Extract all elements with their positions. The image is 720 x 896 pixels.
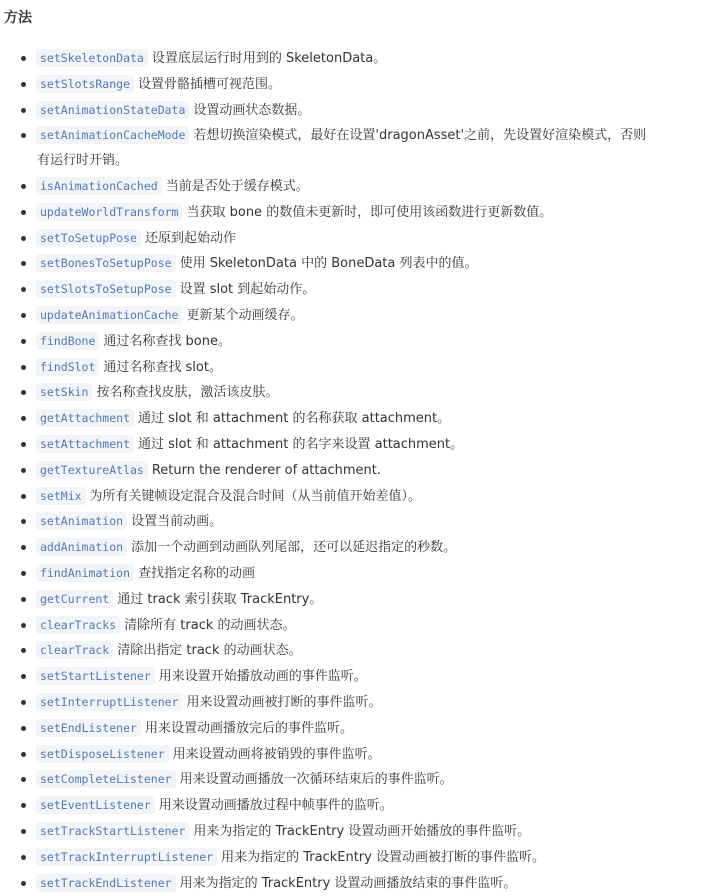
method-name: setStartListener [36,667,155,685]
method-description: 按名称查找皮肤，激活该皮肤。 [96,385,278,400]
method-item-get-current [36,587,714,613]
method-name: setSlotsToSetupPose [36,280,176,298]
method-item-clear-track [36,638,714,664]
method-item-set-skeleton-data [36,46,714,72]
method-description: 添加一个动画到动画队列尾部，还可以延迟指定的秒数。 [131,540,456,555]
method-description: 用来为指定的 TrackEntry 设置动画播放结束的事件监听。 [180,876,517,891]
method-description: 通过名称查找 slot。 [103,360,222,375]
method-name: getTextureAtlas [36,461,148,479]
method-item-get-attachment [36,406,714,432]
method-description: 用来设置开始播放动画的事件监听。 [159,669,367,684]
method-item-set-dispose-listener [36,742,714,768]
method-item-set-track-interrupt-listener [36,845,714,871]
method-name: getAttachment [36,409,134,427]
method-name: getCurrent [36,590,113,608]
method-name: setSlotsRange [36,75,134,93]
method-name: setAnimation [36,512,127,530]
method-description: 通过名称查找 bone。 [103,334,231,349]
method-item-update-world-transform [36,200,714,226]
method-item-find-bone [36,329,714,355]
method-item-set-slots-to-setup-pose [36,277,714,303]
method-name: clearTracks [36,616,120,634]
method-description-continued: 有运行时开销。 [4,149,714,174]
method-item-set-skin [36,380,714,406]
method-name: setEventListener [36,796,155,814]
method-item-is-animation-cached [36,174,714,200]
method-item-set-end-listener [36,716,714,742]
method-description: 为所有关键帧设定混合及混合时间（从当前值开始差值）。 [90,489,422,504]
method-description: 通过 slot 和 attachment 的名字来设置 attachment。 [138,437,463,452]
method-name: setTrackEndListener [36,874,176,892]
method-item-set-attachment [36,432,714,458]
method-description: 还原到起始动作 [145,231,236,246]
method-item-set-event-listener [36,793,714,819]
method-name: setInterruptListener [36,693,182,711]
method-name: findSlot [36,358,99,376]
method-item-set-animation-state-data [36,98,714,124]
method-description: 通过 track 索引获取 TrackEntry。 [117,592,322,607]
method-description: 设置当前动画。 [131,514,222,529]
method-item-set-track-end-listener [36,871,714,896]
method-item-set-to-setup-pose [36,226,714,252]
method-name: setCompleteListener [36,770,176,788]
method-item-clear-tracks [36,613,714,639]
method-name: isAnimationCached [36,177,162,195]
method-name: setTrackStartListener [36,822,189,840]
method-name: setMix [36,487,86,505]
method-description: 当前是否处于缓存模式。 [166,179,309,194]
method-item-set-interrupt-listener [36,690,714,716]
section-title: 方法 [4,8,714,28]
method-name: findBone [36,332,99,350]
method-list [4,46,714,896]
method-name: setSkeletonData [36,49,148,67]
method-item-add-animation [36,535,714,561]
method-description: 用来设置动画播放一次循环结束后的事件监听。 [180,772,453,787]
method-name: setBonesToSetupPose [36,254,176,272]
method-description: 用来设置动画播放过程中帧事件的监听。 [159,798,393,813]
method-item-set-animation [36,509,714,535]
method-description: 使用 SkeletonData 中的 BoneData 列表中的值。 [180,256,478,271]
method-description: 用来设置动画播放完后的事件监听。 [145,721,353,736]
method-name: setEndListener [36,719,141,737]
method-name: setAnimationStateData [36,101,189,119]
method-item-find-slot [36,355,714,381]
method-name: findAnimation [36,564,134,582]
method-item-set-complete-listener [36,767,714,793]
method-name: setAttachment [36,435,134,453]
method-item-set-start-listener [36,664,714,690]
method-description: 清除所有 track 的动画状态。 [124,618,295,633]
method-description: 用来为指定的 TrackEntry 设置动画被打断的事件监听。 [221,850,545,865]
method-description: 用来为指定的 TrackEntry 设置动画开始播放的事件监听。 [193,824,530,839]
method-description: 设置 slot 到起始动作。 [180,282,316,297]
method-name: setAnimationCacheMode [36,126,189,144]
method-item-set-bones-to-setup-pose [36,251,714,277]
method-description: 用来设置动画被打断的事件监听。 [186,695,381,710]
method-description: 设置底层运行时用到的 SkeletonData。 [152,51,386,66]
method-name: setTrackInterruptListener [36,848,217,866]
method-item-set-mix [36,484,714,510]
method-name: clearTrack [36,641,113,659]
method-name: updateWorldTransform [36,203,182,221]
method-description: 查找指定名称的动画 [138,566,255,581]
method-name: setSkin [36,383,92,401]
method-name: updateAnimationCache [36,306,182,324]
method-description: Return the renderer of attachment. [152,463,381,478]
method-item-set-slots-range [36,72,714,98]
method-item-update-animation-cache [36,303,714,329]
method-description: 设置骨骼插槽可视范围。 [138,77,281,92]
method-name: addAnimation [36,538,127,556]
method-name: setDisposeListener [36,745,169,763]
method-item-get-texture-atlas [36,458,714,484]
method-description: 通过 slot 和 attachment 的名称获取 attachment。 [138,411,450,426]
method-item-set-track-start-listener [36,819,714,845]
method-description: 更新某个动画缓存。 [186,308,303,323]
method-description: 清除出指定 track 的动画状态。 [117,643,301,658]
method-item-set-animation-cache-mode [4,123,714,174]
method-description: 设置动画状态数据。 [193,103,310,118]
method-description: 若想切换渲染模式，最好在设置'dragonAsset'之前，先设置好渲染模式，否则 [193,128,646,143]
method-description: 用来设置动画将被销毁的事件监听。 [173,747,381,762]
method-description: 当获取 bone 的数值未更新时，即可使用该函数进行更新数值。 [186,205,552,220]
method-item-find-animation [36,561,714,587]
method-name: setToSetupPose [36,229,141,247]
